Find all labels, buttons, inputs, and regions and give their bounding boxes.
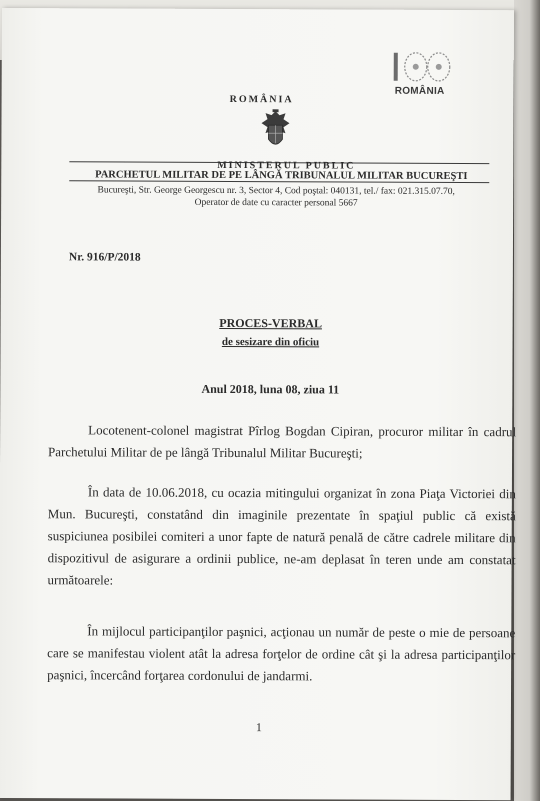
centenary-digits-icon [390,50,452,84]
document-subtitle: de sesizare din oficiu [221,335,320,349]
institution-address [61,184,491,210]
centenary-logo-text: ROMÂNIA [394,85,445,97]
page-number: 1 [255,720,262,735]
country-name: ROMÂNIA [229,93,294,106]
centenary-logo [380,50,460,102]
paragraph: Locotenent-colonel magistrat Pîrlog Bogdan Cipiran, procuror militar în cadrul Parchetului Militar de pe lângă Tribunalul Militar Bucureşti; [48,422,517,461]
paragraph: În mijlocul participanţilor paşnici, acţionau un număr de peste o mie de persoane care se manifestau violent atât la adresa forţelor de ordine cât şi la adresa participanţilor paşnici, încercând forţarea cordonului de jandarmi. [47,623,516,684]
page-edge-shadow [514,0,540,801]
coat-of-arms-icon [259,109,291,153]
document-date: Anul 2018, luna 08, ziua 11 [201,381,340,397]
institution-name: PARCHETUL MILITAR DE PE LÂNGĂ TRIBUNALUL MILITAR BUCUREŞTI [95,169,468,183]
data-operator-line: Operator de date cu caracter personal 5667 [194,197,358,209]
document-title: PROCES-VERBAL [219,315,323,331]
address-line: Bucureşti, Str. George Georgescu nr. 3, Sector 4, Cod poştal: 040131, tel./ fax: 021.315.07.70, [97,185,455,197]
ministry-name: MINISTERUL PUBLIC [217,159,356,172]
document-number: Nr. 916/P/2018 [68,251,141,264]
document-page [0,8,517,800]
paragraph: În data de 10.06.2018, cu ocazia mitingului organizat în zona Piaţa Victoriei din Mun. Bucureşti, constatând din imaginile prezentate în spaţiul public că există suspiciunea posibilei comiteri a unor fapte de natură penală de către cadrele militare din dispozitivul de asigurare a ordinii publice, ne-am deplasat în teren unde am constatat următoarele: [47,484,516,588]
